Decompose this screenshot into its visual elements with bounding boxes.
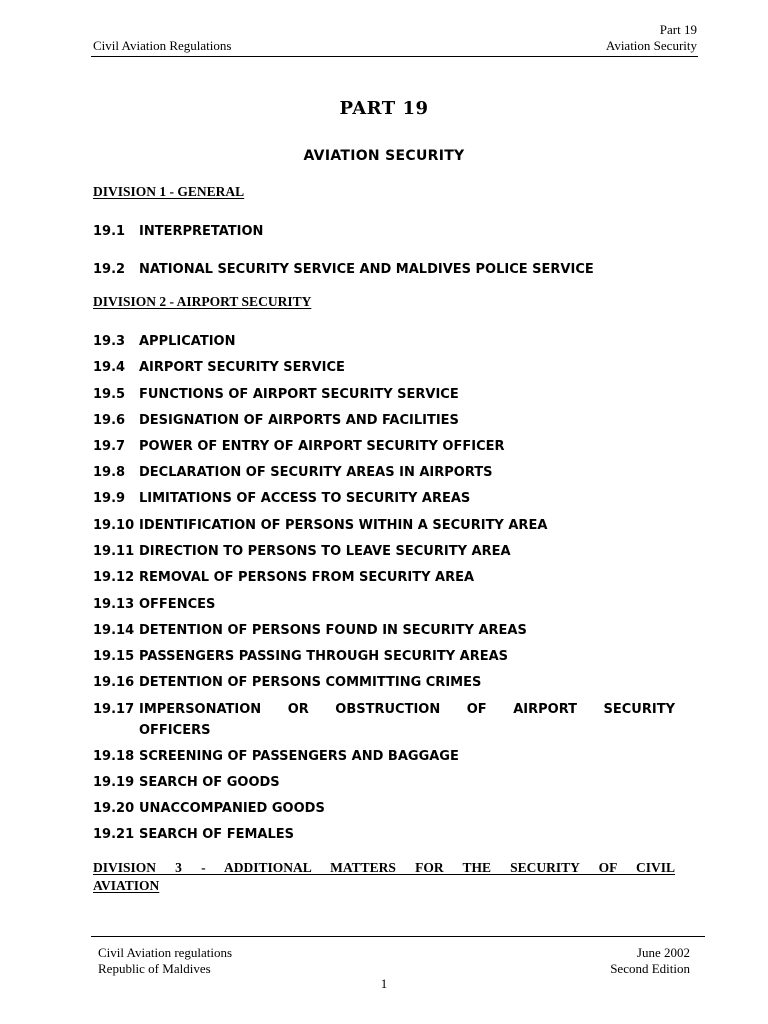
division-2-heading: DIVISION 2 - AIRPORT SECURITY <box>93 294 312 309</box>
entry-number: 19.17 <box>93 702 135 717</box>
entry-title: DESIGNATION OF AIRPORTS AND FACILITIES <box>139 413 459 428</box>
entry-number: 19.11 <box>93 544 135 559</box>
entry-number: 19.14 <box>93 623 135 638</box>
footer-edition: Second Edition <box>610 961 690 976</box>
division-3-heading <box>93 859 675 895</box>
entry-title: APPLICATION <box>139 334 236 349</box>
entry-title: DIRECTION TO PERSONS TO LEAVE SECURITY AREA <box>139 544 511 559</box>
entry-number: 19.15 <box>93 649 135 664</box>
page-subtitle: AVIATION SECURITY <box>303 148 465 164</box>
entry-number: 19.19 <box>93 775 135 790</box>
toc-entry[interactable] <box>93 436 675 457</box>
entry-number: 19.3 <box>93 334 126 349</box>
footer-rule <box>91 936 705 937</box>
toc-entry[interactable] <box>93 259 675 280</box>
header-section-title: Aviation Security <box>605 38 697 53</box>
toc-entry[interactable] <box>93 746 675 767</box>
toc-entry[interactable] <box>93 488 675 509</box>
entry-title: AIRPORT SECURITY SERVICE <box>139 360 345 375</box>
entry-title: OFFENCES <box>139 597 216 612</box>
entry-title: SCREENING OF PASSENGERS AND BAGGAGE <box>139 749 459 764</box>
entry-number: 19.1 <box>93 224 126 239</box>
toc-entry[interactable] <box>93 567 675 588</box>
entry-number: 19.13 <box>93 597 135 612</box>
division-3-line-2: AVIATION <box>93 878 160 893</box>
entry-title: DETENTION OF PERSONS FOUND IN SECURITY AREAS <box>139 623 527 638</box>
entry-number: 19.16 <box>93 675 135 690</box>
toc-entry[interactable] <box>93 699 675 741</box>
entry-title: DECLARATION OF SECURITY AREAS IN AIRPORTS <box>139 465 493 480</box>
toc-entry[interactable] <box>93 798 675 819</box>
page-title: PART 19 <box>339 98 429 119</box>
entry-title: NATIONAL SECURITY SERVICE AND MALDIVES POLICE SERVICE <box>139 262 594 277</box>
entry-number: 19.9 <box>93 491 126 506</box>
entry-title-line-1: IMPERSONATION OR OBSTRUCTION OF AIRPORT SECURITY <box>139 702 675 717</box>
toc-entry[interactable] <box>93 331 675 352</box>
toc-entry[interactable] <box>93 772 675 793</box>
entry-title: DETENTION OF PERSONS COMMITTING CRIMES <box>139 675 482 690</box>
entry-number: 19.18 <box>93 749 135 764</box>
entry-title: POWER OF ENTRY OF AIRPORT SECURITY OFFICER <box>139 439 505 454</box>
entry-title: SEARCH OF GOODS <box>139 775 280 790</box>
entry-title: INTERPRETATION <box>139 224 264 239</box>
division-3-line-1: DIVISION 3 - ADDITIONAL MATTERS FOR THE SECURITY OF CIVIL <box>93 860 675 875</box>
toc-entry[interactable] <box>93 462 675 483</box>
entry-title <box>139 699 675 741</box>
header-doc-title: Civil Aviation Regulations <box>93 38 232 53</box>
entry-title: UNACCOMPANIED GOODS <box>139 801 325 816</box>
entry-number: 19.8 <box>93 465 126 480</box>
page-number: 1 <box>380 976 388 991</box>
entry-number: 19.7 <box>93 439 126 454</box>
toc-entry[interactable] <box>93 221 675 242</box>
entry-number: 19.4 <box>93 360 126 375</box>
entry-number: 19.20 <box>93 801 135 816</box>
entry-title: IDENTIFICATION OF PERSONS WITHIN A SECURITY AREA <box>139 518 548 533</box>
toc-entry[interactable] <box>93 541 675 562</box>
footer-doc-title: Civil Aviation regulations <box>98 945 233 960</box>
entry-number: 19.2 <box>93 262 126 277</box>
toc-entry[interactable] <box>93 646 675 667</box>
toc-entry[interactable] <box>93 410 675 431</box>
toc-entry[interactable] <box>93 594 675 615</box>
entry-title: FUNCTIONS OF AIRPORT SECURITY SERVICE <box>139 387 459 402</box>
toc-entry[interactable] <box>93 384 675 405</box>
toc-entry[interactable] <box>93 672 675 693</box>
division-1-heading: DIVISION 1 - GENERAL <box>93 184 245 199</box>
toc-entry[interactable] <box>93 620 675 641</box>
entry-title: LIMITATIONS OF ACCESS TO SECURITY AREAS <box>139 491 471 506</box>
header-rule <box>91 56 698 57</box>
entry-number: 19.21 <box>93 827 135 842</box>
footer-country: Republic of Maldives <box>98 961 211 976</box>
toc-entry[interactable] <box>93 515 675 536</box>
entry-title-line-2: OFFICERS <box>139 723 211 738</box>
entry-title: PASSENGERS PASSING THROUGH SECURITY AREAS <box>139 649 509 664</box>
entry-number: 19.10 <box>93 518 135 533</box>
toc-entry[interactable] <box>93 357 675 378</box>
entry-title: SEARCH OF FEMALES <box>139 827 295 842</box>
entry-number: 19.12 <box>93 570 135 585</box>
entry-number: 19.5 <box>93 387 126 402</box>
entry-title: REMOVAL OF PERSONS FROM SECURITY AREA <box>139 570 475 585</box>
header-part: Part 19 <box>659 22 697 37</box>
toc-entry[interactable] <box>93 824 675 845</box>
footer-date: June 2002 <box>636 945 690 960</box>
entry-number: 19.6 <box>93 413 126 428</box>
